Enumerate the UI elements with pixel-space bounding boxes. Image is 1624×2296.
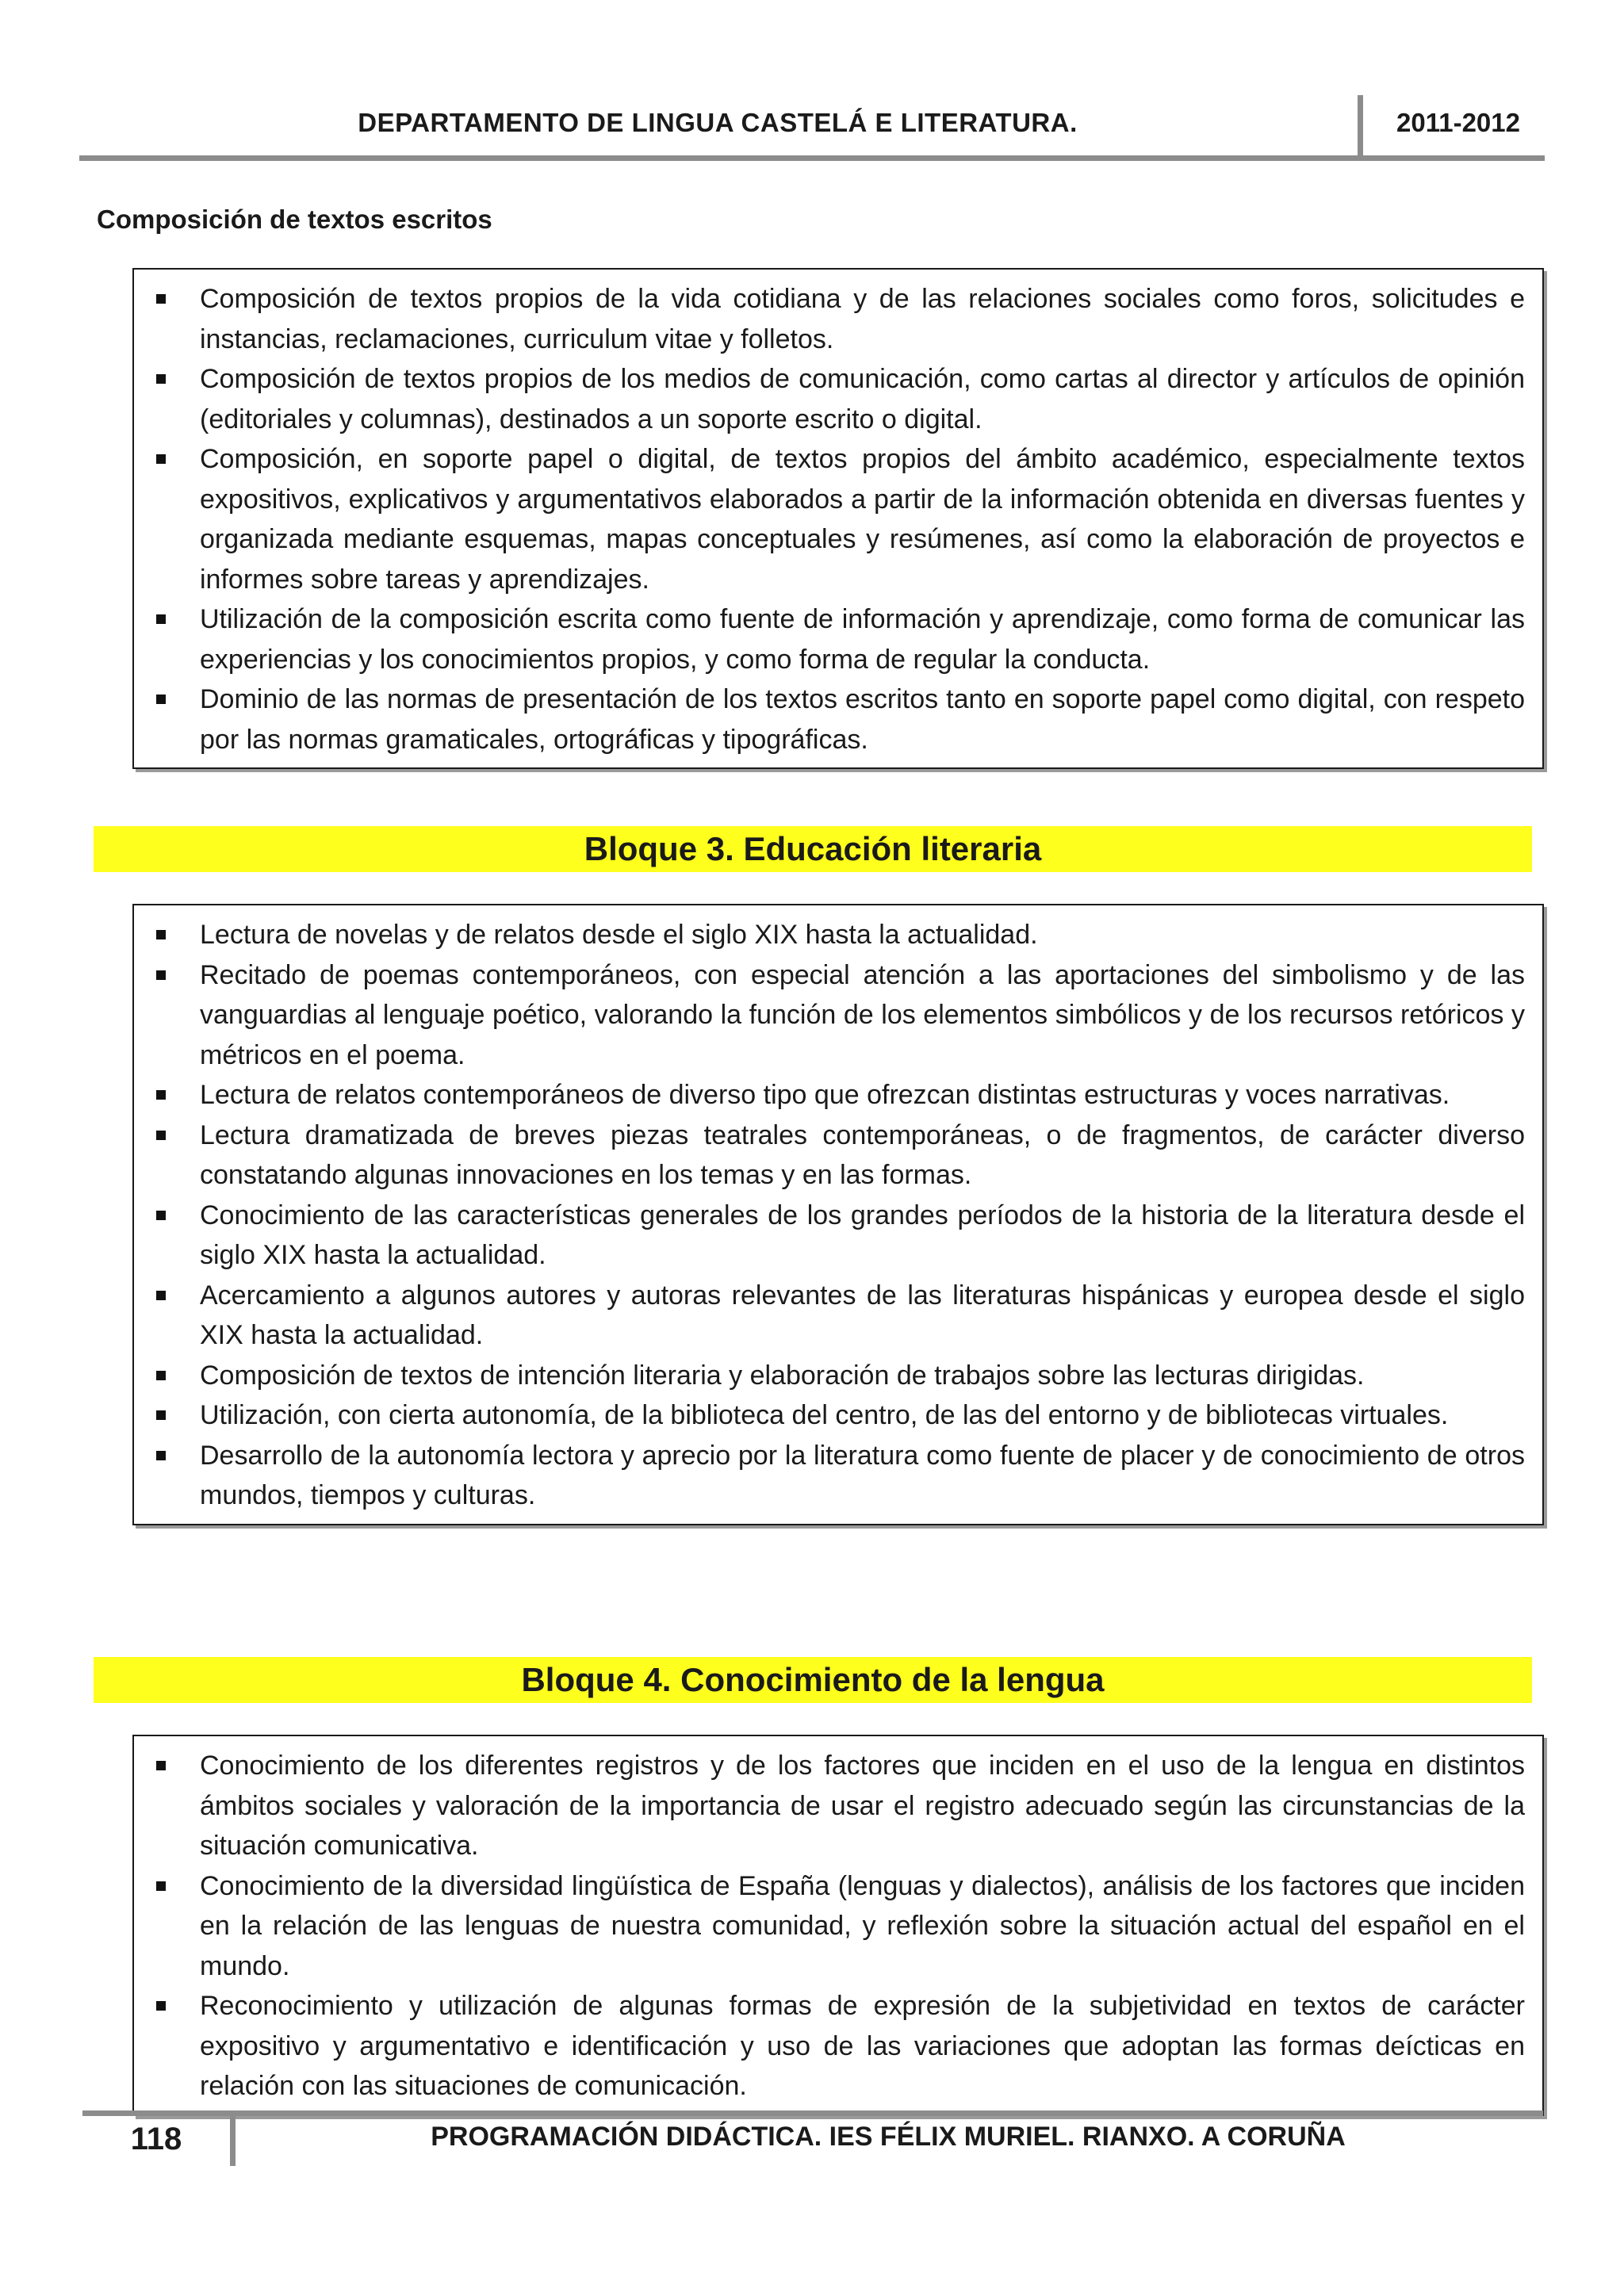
list-item: Lectura dramatizada de breves piezas teatrales contemporáneas, o de fragmentos, de carácter diverso constatando algunas innovaciones en los temas y en las formas. [151, 1115, 1525, 1196]
header-rule [79, 155, 1545, 161]
list-item: Conocimiento de las características generales de los grandes períodos de la historia de la literatura desde el siglo XIX hasta la actualidad. [151, 1196, 1525, 1276]
footer-rule [82, 2110, 1543, 2116]
page-number: 118 [130, 2122, 182, 2156]
list-item: Lectura de novelas y de relatos desde el siglo XIX hasta la actualidad. [151, 915, 1525, 955]
list-item: Desarrollo de la autonomía lectora y aprecio por la literatura como fuente de placer y de conocimiento de otros mundos, tiempos y culturas. [151, 1436, 1525, 1516]
block3-heading: Bloque 3. Educación literaria [94, 826, 1532, 872]
header-divider [1358, 95, 1363, 159]
list-item: Recitado de poemas contemporáneos, con especial atención a las aportaciones del simbolismo y de las vanguardias al lenguaje poético, valorando la función de los elementos simbólicos y de los recursos retóricos y métricos en el poema. [151, 955, 1525, 1076]
list-item: Composición de textos de intención literaria y elaboración de trabajos sobre las lecturas dirigidas. [151, 1356, 1525, 1396]
block3-list [151, 915, 1525, 1516]
header-title: DEPARTAMENTO DE LINGUA CASTELÁ E LITERATURA. [358, 108, 1078, 137]
footer-divider [230, 2110, 236, 2166]
list-item: Conocimiento de la diversidad lingüística de España (lenguas y dialectos), análisis de los factores que inciden en la relación de las lenguas de nuestra comunidad, y reflexión sobre la situación actual del español en el mundo. [151, 1866, 1525, 1987]
composition-list [151, 279, 1525, 760]
page-header [79, 95, 1545, 162]
block4-list [151, 1746, 1525, 2107]
block4-heading: Bloque 4. Conocimiento de la lengua [94, 1657, 1532, 1703]
block4-box [132, 1735, 1544, 2116]
block3-box [132, 904, 1544, 1525]
footer-text: PROGRAMACIÓN DIDÁCTICA. IES FÉLIX MURIEL. RIANXO. A CORUÑA [431, 2122, 1346, 2152]
list-item: Utilización, con cierta autonomía, de la biblioteca del centro, de las del entorno y de bibliotecas virtuales. [151, 1395, 1525, 1436]
header-year: 2011-2012 [1396, 108, 1520, 137]
list-item: Composición, en soporte papel o digital, de textos propios del ámbito académico, especialmente textos expositivos, explicativos y argumentativos elaborados a partir de la información obtenida en diversas fuentes y organizada mediante esquemas, mapas conceptuales y resúmenes, así como la elaboración de proyectos e informes sobre tareas y aprendizajes. [151, 439, 1525, 599]
list-item: Reconocimiento y utilización de algunas formas de expresión de la subjetividad en textos de carácter expositivo y argumentativo e identificación y uso de las variaciones que adoptan las formas deícticas en relación con las situaciones de comunicación. [151, 1986, 1525, 2107]
list-item: Conocimiento de los diferentes registros y de los factores que inciden en el uso de la lengua en distintos ámbitos sociales y valoración de la importancia de usar el registro adecuado según las circunstancias de la situación comunicativa. [151, 1746, 1525, 1866]
list-item: Dominio de las normas de presentación de los textos escritos tanto en soporte papel como digital, con respeto por las normas gramaticales, ortográficas y tipográficas. [151, 679, 1525, 760]
list-item: Composición de textos propios de la vida cotidiana y de las relaciones sociales como foros, solicitudes e instancias, reclamaciones, curriculum vitae y folletos. [151, 279, 1525, 359]
list-item: Utilización de la composición escrita como fuente de información y aprendizaje, como forma de comunicar las experiencias y los conocimientos propios, y como forma de regular la conducta. [151, 599, 1525, 679]
list-item: Lectura de relatos contemporáneos de diverso tipo que ofrezcan distintas estructuras y voces narrativas. [151, 1075, 1525, 1115]
composition-box [132, 268, 1544, 769]
list-item: Acercamiento a algunos autores y autoras relevantes de las literaturas hispánicas y europea desde el siglo XIX hasta la actualidad. [151, 1276, 1525, 1356]
section-title: Composición de textos escritos [97, 205, 492, 234]
list-item: Composición de textos propios de los medios de comunicación, como cartas al director y artículos de opinión (editoriales y columnas), destinados a un soporte escrito o digital. [151, 359, 1525, 439]
